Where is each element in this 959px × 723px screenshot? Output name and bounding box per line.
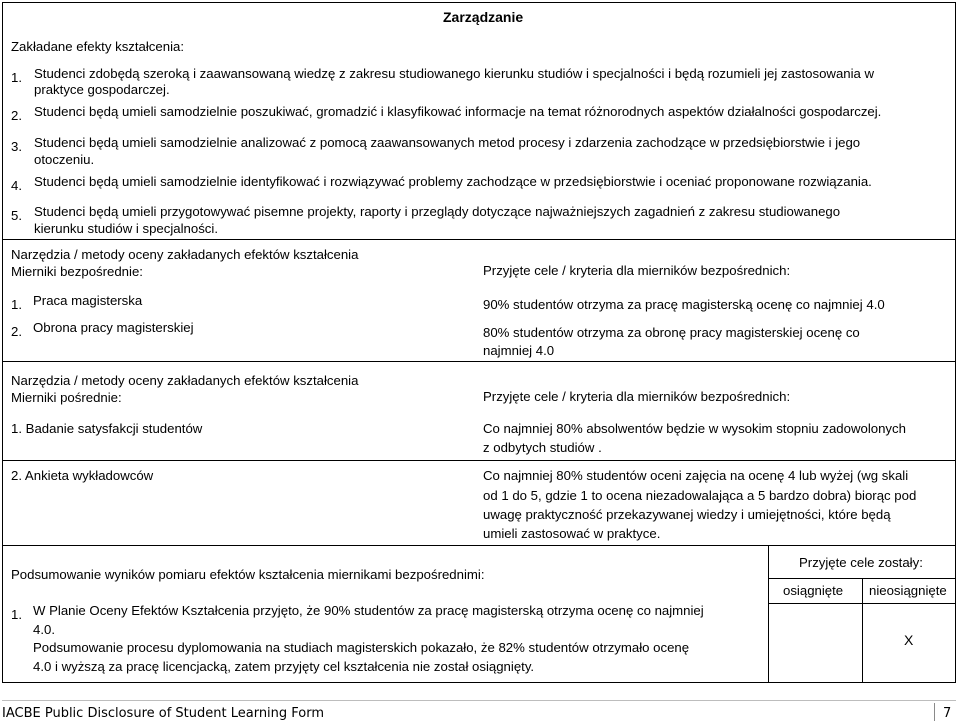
frame-top <box>2 2 956 3</box>
direct-row-number: 1. <box>11 297 22 312</box>
outcome-number: 1. <box>11 70 22 85</box>
indirect-row-criterion: od 1 do 5, gdzie 1 to ocena niezadowalająca a 5 bardzo dobra) biorąc pod <box>483 488 917 503</box>
direct-row-tool: Obrona pracy magisterskiej <box>33 320 194 335</box>
outcome-number: 3. <box>11 139 22 154</box>
goals-label: Przyjęte cele zostały: <box>799 555 923 570</box>
direct-criteria-heading: Przyjęte cele / kryteria dla mierników bezpośrednich: <box>483 263 791 278</box>
outcome-number: 2. <box>11 108 22 123</box>
indirect-row-criterion: Co najmniej 80% studentów oceni zajęcia na ocenę 4 lub wyżej (wg skali <box>483 468 909 483</box>
summary-item-text: Podsumowanie procesu dyplomowania na studiach magisterskich pokazało, że 82% studentów otrzymało ocenę <box>33 640 690 655</box>
indirect-heading: Narzędzia / metody oceny zakładanych efektów kształcenia <box>11 373 359 388</box>
summary-divider-vertical <box>768 545 769 682</box>
indirect-row-criterion: uwagę praktyczność przekazywanej wiedzy i umiejętności, które będą <box>483 507 891 522</box>
footer-page-divider <box>934 703 935 721</box>
outcome-text: Studenci będą umieli samodzielnie poszukiwać, gromadzić i klasyfikować informacje na temat różnorodnych aspektów działalności gospodarczej. <box>34 104 882 119</box>
page-number: 7 <box>943 706 952 721</box>
direct-heading-label: Mierniki bezpośrednie: <box>11 264 143 279</box>
direct-row-criterion-cont: najmniej 4.0 <box>483 343 555 358</box>
summary-heading: Podsumowanie wyników pomiaru efektów kształcenia miernikami bezpośrednimi: <box>11 567 485 582</box>
footer-text: IACBE Public Disclosure of Student Learning Form <box>2 706 325 721</box>
outcome-number: 5. <box>11 208 22 223</box>
direct-row-criterion: 80% studentów otrzyma za obronę pracy magisterskiej ocenę co <box>483 325 860 340</box>
indirect-bottom-rule <box>2 545 956 546</box>
not-achieved-mark: X <box>904 632 914 648</box>
indirect-row-tool: 1. Badanie satysfakcji studentów <box>11 421 203 436</box>
outcomes-bottom-rule <box>2 239 956 240</box>
direct-bottom-rule <box>2 361 956 362</box>
indirect-row-criterion: umieli zastosować w praktyce. <box>483 526 661 541</box>
outcome-text-cont: kierunku studiów i specjalności. <box>34 221 218 236</box>
indirect-row-tool: 2. Ankieta wykładowców <box>11 468 154 483</box>
outcome-text: Studenci będą umieli samodzielnie analizować z pomocą zaawansowanych metod procesy i zdarzenia zachodzące w przedsiębiorstwie i jego <box>34 135 861 150</box>
indirect-heading-label: Mierniki pośrednie: <box>11 390 122 405</box>
direct-row-criterion: 90% studentów otrzyma za pracę magisterską ocenę co najmniej 4.0 <box>483 297 885 312</box>
page-title: Zarządzanie <box>443 9 524 25</box>
outcome-text: Studenci zdobędą szeroką i zaawansowaną wiedzę z zakresu studiowanego kierunku studiów i specjalności i będą rozumieli jej zastosowania w <box>34 66 875 81</box>
summary-item-text: W Planie Oceny Efektów Kształcenia przyjęto, że 90% studentów za pracę magisterską otrzyma ocenę co najmniej <box>33 603 704 618</box>
summary-item-text: 4.0. <box>33 622 55 637</box>
summary-item-text: 4.0 i wyższą za pracę licencjacką, zatem przyjęty cel kształcenia nie został osiągnięty. <box>33 659 535 674</box>
direct-heading: Narzędzia / metody oceny zakładanych efektów kształcenia <box>11 247 359 262</box>
outcome-text-cont: praktyce gospodarczej. <box>34 82 170 97</box>
learning-outcomes-label: Zakładane efekty kształcenia: <box>11 39 184 54</box>
achieved-label: osiągnięte <box>783 583 844 598</box>
indirect-criteria-heading: Przyjęte cele / kryteria dla mierników bezpośrednich: <box>483 389 791 404</box>
outcome-text-cont: otoczeniu. <box>34 152 95 167</box>
indirect-row-criterion: z odbytych studiów . <box>483 440 602 455</box>
frame-bottom <box>2 682 956 683</box>
outcome-number: 4. <box>11 178 22 193</box>
frame-right <box>955 2 956 682</box>
indirect-row-criterion: Co najmniej 80% absolwentów będzie w wysokim stopniu zadowolonych <box>483 421 906 436</box>
indirect-mid-rule <box>2 460 956 461</box>
summary-item-number: 1. <box>11 607 22 622</box>
direct-row-number: 2. <box>11 324 22 339</box>
outcome-text: Studenci będą umieli samodzielnie identyfikować i rozwiązywać problemy zachodzące w przedsiębiorstwie i oceniać proponowane rozwiązania. <box>34 174 872 189</box>
outcome-text: Studenci będą umieli przygotowywać pisemne projekty, raporty i przeglądy dotyczące najważniejszych zagadnień z zakresu studiowanego <box>34 204 841 219</box>
footer-rule <box>2 700 956 701</box>
frame-left <box>2 2 3 682</box>
not-achieved-label: nieosiągnięte <box>869 583 947 598</box>
summary-status-divider <box>862 578 863 682</box>
direct-row-tool: Praca magisterska <box>33 293 143 308</box>
